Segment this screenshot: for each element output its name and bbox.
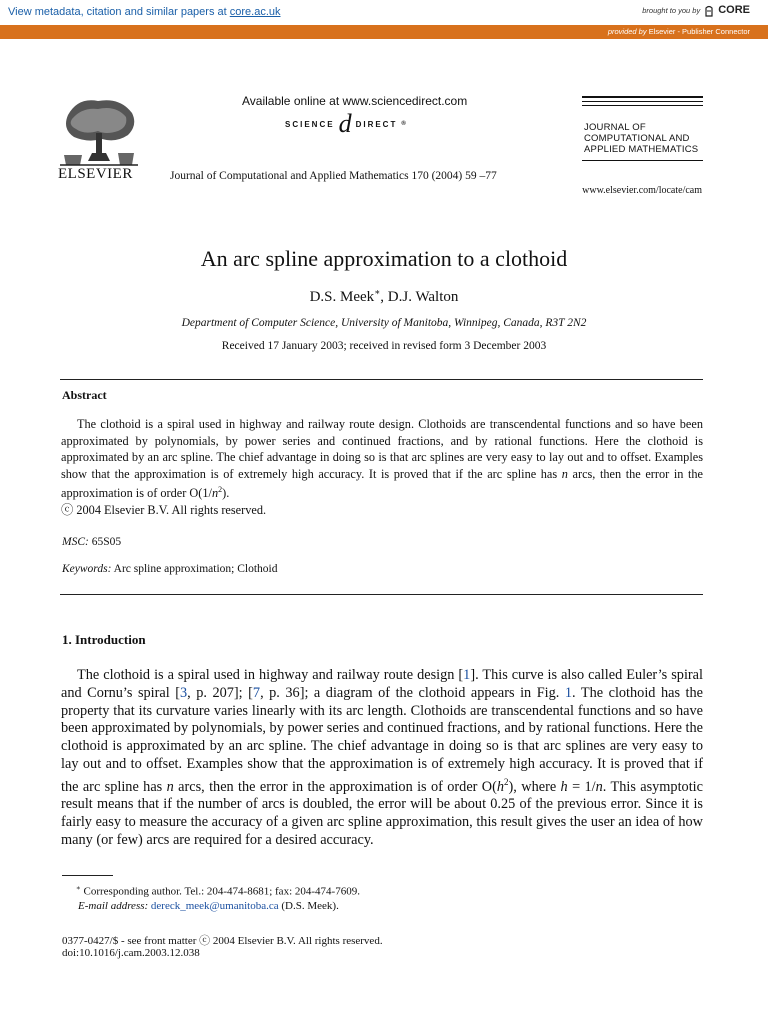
provider-bar — [0, 25, 768, 39]
divider-bottom — [60, 594, 703, 595]
citation-link[interactable]: 1 — [463, 667, 471, 683]
journal-rule — [582, 105, 703, 106]
intro-text: arcs, then the error in the approximation is of order O( — [173, 778, 497, 795]
journal-underline — [582, 160, 703, 161]
provided-by-label: provided by — [607, 27, 647, 36]
journal-rules — [582, 96, 703, 109]
footnote-rule — [62, 875, 113, 876]
abstract-copyright: ⓒ 2004 Elsevier B.V. All rights reserved. — [61, 502, 267, 517]
math-exponent: 2 — [218, 485, 223, 494]
provider-name[interactable]: Elsevier - Publisher Connector — [646, 27, 750, 36]
affiliation: Department of Computer Science, University of Manitoba, Winnipeg, Canada, R3T 2N2 — [181, 317, 587, 329]
keywords-value: Arc spline approximation; Clothoid — [111, 563, 278, 575]
author-meek[interactable]: D.S. Meek — [309, 289, 375, 305]
core-logo-icon — [704, 4, 714, 16]
msc-value: 65S05 — [88, 536, 122, 548]
intro-text: , p. 36]; a diagram of the clothoid appears in Fig. — [260, 684, 565, 701]
footnote-email — [78, 900, 339, 912]
abstract-text: The clothoid is a spiral used in highway and railway route design. Clothoids are transcendental functions and so have been approximated by polynomials, by power series and continued fractions, and by rational functions. Here the clothoid is approximated by an arc spline. The chief advantage in doing so is that arc splines are very easy to lay out and to offset. Examples show that the approximation is of extremely high accuracy. It is proved that if the arc spline has — [61, 417, 703, 481]
received-dates: Received 17 January 2003; received in revised form 3 December 2003 — [221, 340, 547, 352]
corresponding-author-mark[interactable]: ∗ — [374, 287, 381, 297]
footnote-corresponding — [76, 884, 360, 898]
available-online: Available online at www.sciencedirect.com — [242, 94, 468, 108]
publisher-name: ELSEVIER — [58, 166, 133, 182]
intro-text: ]. This curve is also called Euler’s spiral and Cornu’s spiral [ — [61, 667, 703, 701]
sd-left-word: SCIENCE — [285, 119, 335, 129]
core-link-prefix: View metadata, citation and similar papers at — [8, 6, 230, 18]
math-n: n — [166, 778, 174, 795]
introduction-paragraph — [61, 667, 703, 850]
journal-name-line: COMPUTATIONAL AND — [584, 133, 690, 144]
citation-link[interactable]: 7 — [252, 684, 261, 701]
core-brand[interactable] — [642, 4, 750, 16]
email-suffix: (D.S. Meek). — [278, 900, 339, 912]
front-matter-line: 0377-0427/$ - see front matter ⓒ 2004 Elsevier B.V. All rights reserved. — [62, 935, 383, 947]
provider-text — [608, 27, 750, 36]
section-heading-introduction: 1. Introduction — [62, 632, 146, 647]
abstract-heading: Abstract — [62, 388, 107, 402]
figure-link[interactable]: 1 — [564, 684, 573, 701]
journal-url[interactable]: www.elsevier.com/locate/cam — [582, 185, 702, 196]
article-title: An arc spline approximation to a clothoid — [200, 246, 568, 271]
math-n: n — [211, 486, 219, 501]
keywords-label: Keywords: — [62, 563, 112, 575]
brought-by-text: brought to you by — [642, 5, 701, 15]
math-h: h — [496, 778, 505, 795]
msc-code — [62, 536, 121, 548]
math-n: n — [595, 778, 603, 795]
divider-top — [60, 379, 703, 380]
citation-link[interactable]: 3 — [179, 684, 188, 701]
sd-registered-mark: ® — [401, 121, 406, 127]
math-h: h — [560, 778, 568, 795]
sd-d-glyph: d — [338, 109, 352, 138]
email-link[interactable]: dereck_meek@umanitoba.ca — [150, 900, 279, 912]
abstract-body — [61, 416, 703, 518]
intro-text: . The clothoid has the property that its curvature varies linearly with its arc length. Clothoids are transcendental functions and so have been approximated by polynomials, by power series and continued fractions, and by rational functions. Here the clothoid is approximated by an arc spline. The chief advantage in doing so is that arc splines are very easy to lay out and to offset. Examples show that the approximation is of extremely high accuracy. It is proved that if the arc spline has — [61, 684, 703, 795]
journal-name-block — [584, 122, 698, 155]
doi-line[interactable]: doi:10.1016/j.cam.2003.12.038 — [62, 947, 200, 959]
journal-name-line: APPLIED MATHEMATICS — [584, 144, 699, 155]
journal-rule — [582, 101, 703, 102]
abstract-text: ). — [222, 486, 230, 501]
core-header-bar — [0, 0, 768, 26]
footnote-mark: ∗ — [76, 884, 81, 892]
core-logo-text: CORE — [718, 4, 750, 16]
intro-text: = 1/ — [567, 778, 596, 795]
core-link-domain[interactable]: core.ac.uk — [229, 6, 281, 18]
journal-name-line: JOURNAL OF — [584, 122, 646, 133]
author-walton[interactable]: , D.J. Walton — [380, 289, 459, 305]
intro-text: ), where — [508, 778, 561, 795]
intro-text: . This asymptotic result means that if the number of arcs is doubled, the error will be about 0.25 of the previous error. Since it is fairly easy to measure the accuracy of a given arc spline approximation, this result gives the user an idea of how many (or few) arcs are required for a desired accuracy. — [61, 778, 703, 848]
sciencedirect-logo — [285, 109, 406, 138]
math-exponent: 2 — [504, 776, 509, 787]
core-metadata-link[interactable] — [8, 6, 281, 18]
sd-right-word: DIRECT — [355, 119, 398, 129]
msc-label: MSC: — [62, 536, 89, 548]
article-authors — [0, 287, 768, 306]
keywords — [62, 563, 278, 575]
journal-citation: Journal of Computational and Applied Mathematics 170 (2004) 59 –77 — [170, 170, 497, 182]
intro-text: , p. 207]; [ — [187, 684, 253, 701]
journal-rule — [582, 96, 703, 98]
email-label: E-mail address: — [78, 900, 149, 912]
math-n: n — [561, 466, 568, 481]
abstract-text: arcs, then the error in the approximation is of order O(1/ — [61, 466, 703, 501]
footnote-text: Corresponding author. Tel.: 204-474-8681; fax: 204-474-7609. — [80, 885, 360, 898]
intro-text: The clothoid is a spiral used in highway and railway route design [ — [77, 667, 464, 683]
